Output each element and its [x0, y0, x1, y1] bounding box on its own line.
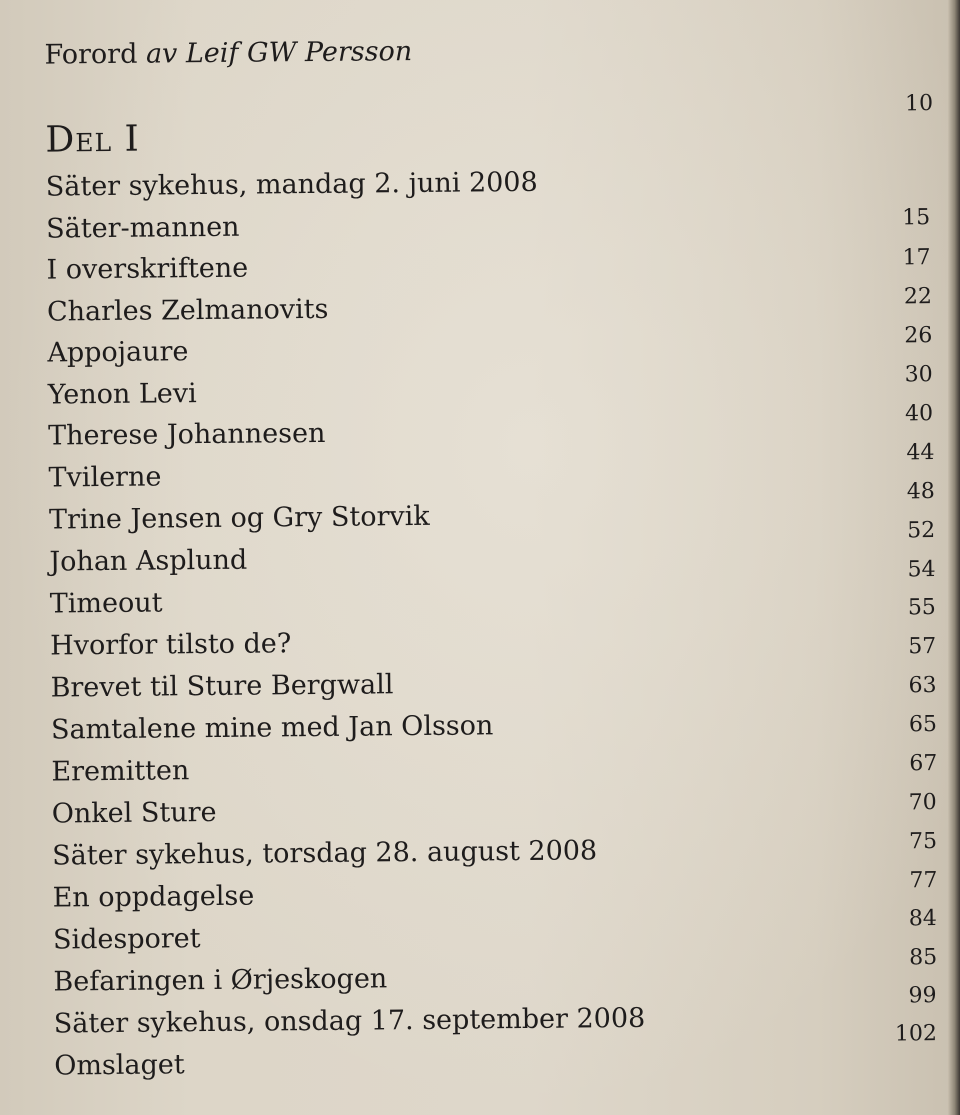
page-number: 22	[903, 284, 933, 310]
chapter-title: I overskriftene	[46, 252, 249, 286]
chapter-title: Onkel Sture	[51, 796, 217, 830]
page-number: 15	[902, 205, 931, 231]
page-number: 67	[909, 751, 938, 777]
chapter-title: Charles Zelmanovits	[46, 293, 329, 328]
page-number: 70	[908, 790, 937, 816]
page-number: 77	[909, 868, 938, 894]
chapter-title: Timeout	[49, 587, 163, 620]
page-number: 84	[908, 906, 937, 932]
foreword-entry	[44, 36, 412, 71]
part-heading: Del I	[45, 118, 140, 161]
chapter-title: Säter sykehus, mandag 2. juni 2008	[45, 166, 538, 203]
chapter-title: Yenon Levi	[47, 378, 197, 411]
chapter-title: Säter-mannen	[46, 211, 240, 245]
chapter-title: Tvilerne	[48, 461, 162, 494]
part-page-number: 10	[904, 91, 934, 117]
chapter-title: Eremitten	[51, 755, 190, 788]
chapter-title: Trine Jensen og Gry Storvik	[48, 500, 430, 536]
page-number: 52	[907, 518, 936, 544]
page-number: 63	[908, 673, 937, 699]
page-number: 48	[906, 479, 935, 505]
page-number: 44	[906, 440, 935, 466]
foreword-label: Forord	[44, 38, 138, 71]
page-number: 65	[908, 712, 938, 738]
page-number: 30	[904, 362, 933, 388]
chapter-title: Samtalene mine med Jan Olsson	[50, 710, 494, 746]
chapter-title: Hvorfor tilsto de?	[50, 628, 292, 662]
page-number: 26	[904, 323, 933, 349]
page-number: 54	[907, 557, 936, 583]
chapter-title: Säter sykehus, torsdag 28. august 2008	[52, 835, 598, 872]
page-number: 99	[908, 983, 937, 1009]
page-number: 17	[902, 245, 931, 271]
chapter-title: Johan Asplund	[49, 544, 248, 578]
page-number: 55	[907, 595, 936, 621]
chapter-title: Appojaure	[47, 336, 189, 369]
page-number: 57	[908, 634, 937, 660]
chapter-title: Omslaget	[54, 1049, 185, 1082]
chapter-title: En oppdagelse	[52, 880, 255, 914]
page-number: 102	[894, 1021, 938, 1047]
page-number: 75	[909, 829, 938, 855]
chapter-title: Befaringen i Ørjeskogen	[53, 963, 388, 998]
chapter-title: Brevet til Sture Bergwall	[50, 669, 394, 704]
chapter-title: Säter sykehus, onsdag 17. september 2008	[53, 1002, 646, 1040]
foreword-author: av Leif GW Persson	[145, 36, 413, 70]
chapter-title: Therese Johannesen	[48, 417, 326, 452]
page-number: 40	[904, 401, 934, 427]
page-number: 85	[909, 945, 938, 971]
chapter-title: Sidesporet	[52, 923, 201, 956]
